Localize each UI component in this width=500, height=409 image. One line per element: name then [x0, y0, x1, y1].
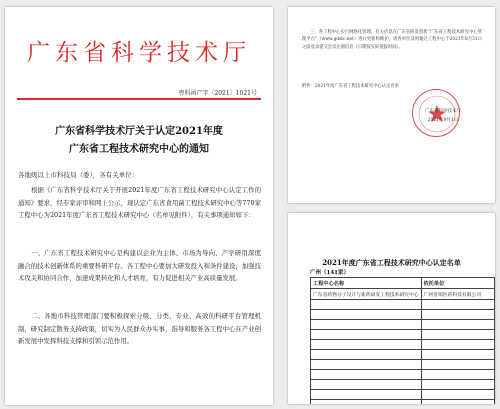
- table-cell-center: [311, 380, 422, 390]
- signature-block: [408, 107, 478, 125]
- table-header-unit: 依托单位: [421, 278, 494, 289]
- table-row: [311, 320, 495, 330]
- table-cell-center: [311, 350, 422, 360]
- body-paragraph-2: 一、广东省工程技术研究中心是构建以企业为主体、市场为导向、产学研用深度融合的技术创新体系的重要科研平台。各工程中心要加大研发投入和条件建设，加强技术攻关和协同合作，加速成果转化和人才培育，有力促进相关产业高质量发展。: [18, 249, 261, 282]
- page2-paragraph: 三、各工程中心实行网络化管理，有关信息在广东省研发创新“广东省工程技术研究中心管理平台”（www.gdstc.net）进行更新和维护。请各单位及时通过工程中心于2021年8月31日之前登录提交会员注册信息（日期按实际提报时间）。: [302, 30, 482, 50]
- table-cell-unit: [421, 330, 494, 340]
- notice-page-2: [288, 7, 495, 203]
- table-cell-center: [311, 330, 422, 340]
- table-cell-unit: [421, 400, 494, 405]
- table-row: [311, 330, 495, 340]
- table-row: [311, 310, 495, 320]
- centers-table: [310, 277, 495, 404]
- table-cell-center: [311, 370, 422, 380]
- table-cell-unit: [421, 350, 494, 360]
- table-cell-center: [311, 360, 422, 370]
- table-header-row: [311, 278, 495, 289]
- table-cell-unit: [421, 380, 494, 390]
- table-cell-unit: [421, 310, 494, 320]
- red-divider: [17, 98, 261, 100]
- attachment-page: [288, 213, 495, 404]
- table-row: [311, 300, 495, 310]
- table-cell-unit: [421, 370, 494, 380]
- table-cell-center: [311, 310, 422, 320]
- addressee: 各地级以上市科技局（委），各有关单位：: [18, 171, 139, 179]
- body-paragraph-1: 根据《广东省科学技术厅关于开展2021年度广东省工程技术研究中心认定工作的通知》要求，经专家评审和网上公示，现认定广东省食用菌工程技术研究中心等770家工程中心为2021年度广东省工程技术研究中心（名单见附件），有关事项通知如下：: [18, 186, 261, 219]
- table-cell-unit: [421, 360, 494, 370]
- notice-page-1: [5, 7, 273, 405]
- table-cell-center: [311, 340, 422, 350]
- table-row: [311, 350, 495, 360]
- table-cell-center: 广东省药物分子设计与新药研发工程技术研究中心: [311, 289, 422, 300]
- table-row: [311, 340, 495, 350]
- table-cell-unit: [421, 340, 494, 350]
- table-row: [311, 400, 495, 405]
- table-header-center: 工程中心名称: [311, 278, 422, 289]
- table-cell-center: [311, 390, 422, 400]
- table-cell-unit: [421, 300, 494, 310]
- table-cell-unit: [421, 390, 494, 400]
- table-cell-center: [311, 300, 422, 310]
- document-title-line-1: 广东省科学技术厅关于认定2021年度: [55, 126, 223, 137]
- table-row: [311, 390, 495, 400]
- table-cell-unit: [421, 320, 494, 330]
- table-row: [311, 289, 495, 300]
- table-row: [311, 380, 495, 390]
- list-title: 2021年度广东省工程技术研究中心认定名单: [322, 258, 461, 267]
- document-title-line-2: 广东省工程技术研究中心的通知: [69, 144, 209, 155]
- table-cell-center: [311, 320, 422, 330]
- table-row: [311, 370, 495, 380]
- table-row: [311, 360, 495, 370]
- masthead: 广东省科学技术厅: [27, 40, 251, 66]
- signature-issuer: 广东省科学技术厅: [425, 109, 461, 114]
- signature-date: 2021年9月1日: [427, 118, 459, 123]
- table-cell-center: [311, 400, 422, 405]
- list-region: 广州（141家）: [310, 270, 349, 276]
- table-cell-unit: 广州普瑞医药科技有限公司: [421, 289, 494, 300]
- document-number: 粤科函产字〔2021〕1021号: [178, 90, 257, 97]
- body-paragraph-3: 二、各地市科技管理部门要积极探索分级、分类、专业、高效的科研平台管理机制，研究制定散务支持政策，切实为人民群众办实事，指导和服务各工程中心在产业创新发展中发挥科技支撑和引领示范作用。: [18, 312, 261, 345]
- attachment-note: 附件：2021年度广东省工程技术研究中心认定名单: [302, 84, 399, 89]
